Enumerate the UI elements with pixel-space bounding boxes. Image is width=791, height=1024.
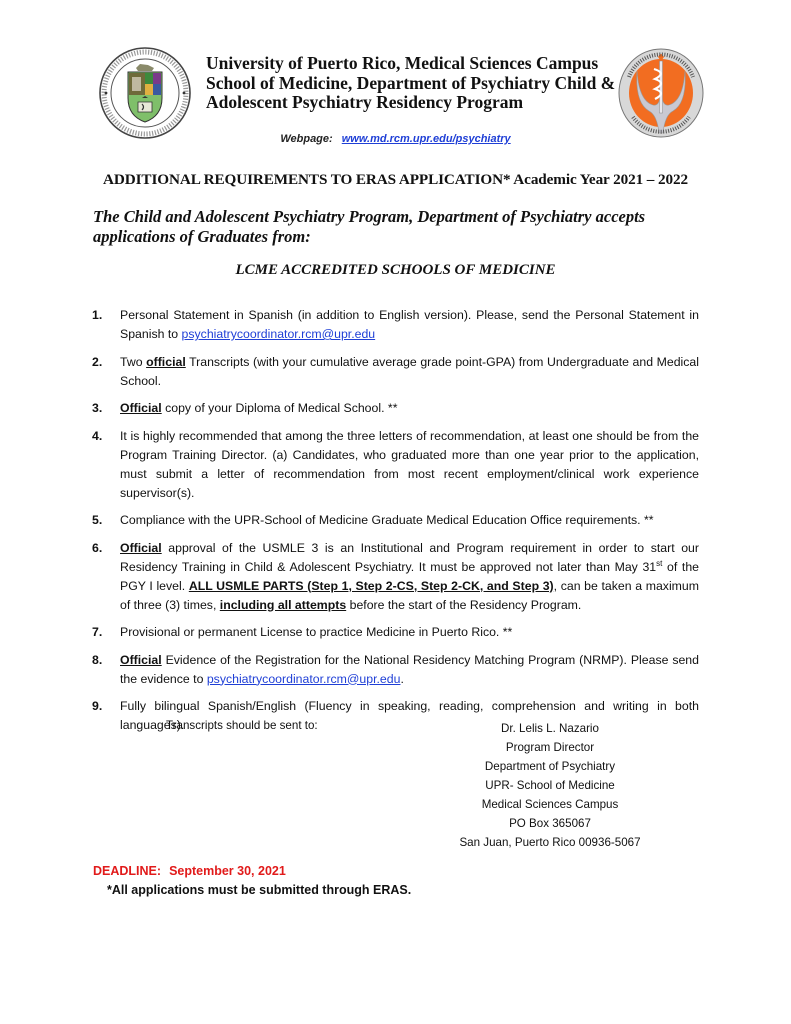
item-text: Provisional or permanent License to practice Medicine in Puerto Rico. ** <box>120 625 513 639</box>
address-line: Dr. Lelis L. Nazario <box>501 722 599 735</box>
address-line: PO Box 365067 <box>509 817 591 830</box>
webpage-link[interactable]: www.md.rcm.upr.edu/psychiatry <box>341 133 511 145</box>
item-number: 4. <box>92 428 103 443</box>
address-line: UPR- School of Medicine <box>485 779 615 792</box>
requirement-item <box>92 353 699 391</box>
accreditation-subheading: LCME ACCREDITED SCHOOLS OF MEDICINE <box>235 262 556 278</box>
psychiatry-department-seal-icon <box>617 47 705 139</box>
address-line: Department of Psychiatry <box>484 760 616 773</box>
address-line: Program Director <box>505 741 595 754</box>
requirement-item <box>92 306 699 344</box>
item-text-part: Two <box>120 354 147 369</box>
item-text-part: Transcripts (with your cumulative average grade point-GPA) from Undergraduate and Medical School. <box>120 354 699 388</box>
item-text-part: . <box>400 671 404 686</box>
emphasis-official: Official <box>120 652 162 667</box>
ordinal-suffix: st <box>656 558 663 568</box>
university-seal-icon <box>98 46 192 140</box>
requirements-list <box>92 306 699 744</box>
item-number: 9. <box>92 699 103 713</box>
address-line: Medical Sciences Campus <box>481 798 619 811</box>
item-text <box>120 399 699 418</box>
item-number: 3. <box>92 401 103 415</box>
header-line: Adolescent Psychiatry Residency Program <box>206 92 524 112</box>
requirement-item <box>92 651 699 689</box>
item-number: 2. <box>92 354 103 369</box>
webpage-label: Webpage: <box>280 133 333 145</box>
item-text <box>120 651 699 689</box>
webpage-line <box>0 133 791 145</box>
item-number: 1. <box>92 308 103 322</box>
item-text <box>120 353 699 391</box>
main-heading: ADDITIONAL REQUIREMENTS TO ERAS APPLICATION* Academic Year 2021 – 2022 <box>103 171 688 188</box>
requirement-item <box>92 511 699 530</box>
emphasis-official: official <box>146 354 186 369</box>
requirement-item <box>92 399 699 418</box>
intro-paragraph: The Child and Adolescent Psychiatry Program, Department of Psychiatry accepts applications of Graduates from: <box>93 207 646 246</box>
deadline-label: DEADLINE: <box>93 864 162 878</box>
item-text: Fully bilingual Spanish/English (Fluency in speaking, reading, comprehension and writing in both languages). <box>120 699 699 732</box>
emphasis-official: Official <box>120 540 162 555</box>
deadline <box>93 864 286 878</box>
item-number: 5. <box>92 513 103 527</box>
item-number: 7. <box>92 625 103 639</box>
institution-header <box>206 53 616 113</box>
item-text-part: of the PGY I level. <box>120 559 699 593</box>
psychiatry-department-seal-logo <box>617 47 705 139</box>
header-line: University of Puerto Rico, Medical Sciences Campus <box>206 53 599 73</box>
emphasis-all-attempts: including all attempts <box>219 597 347 612</box>
requirement-item <box>92 623 699 642</box>
item-text <box>120 306 699 344</box>
item-number: 8. <box>92 652 103 667</box>
item-text-part: copy of your Diploma of Medical School. ** <box>161 401 398 415</box>
transcripts-label: Transcripts should be sent to: <box>166 719 318 732</box>
item-text <box>120 539 699 615</box>
requirement-item <box>92 427 699 503</box>
header-line: School of Medicine, Department of Psychiatry Child & <box>206 72 616 93</box>
item-text-part: approval of the USMLE 3 is an Institutional and Program requirement in order to start our Residency Training in Child & Adolescent Psychiatry. It must be approved not later than May 31 <box>120 540 699 574</box>
item-number: 6. <box>92 540 103 555</box>
item-text-part: Evidence of the Registration for the National Residency Matching Program (NRMP). Please send the evidence to <box>120 652 699 686</box>
mailing-address <box>440 719 660 852</box>
item-text-part: Personal Statement in Spanish (in addition to English version). Please, send the Personal Statement in Spanish to <box>120 308 699 341</box>
address-line: San Juan, Puerto Rico 00936-5067 <box>459 836 641 849</box>
coordinator-email-link[interactable]: psychiatrycoordinator.rcm@upr.edu <box>206 671 401 686</box>
coordinator-email-link[interactable]: psychiatrycoordinator.rcm@upr.edu <box>181 327 376 341</box>
requirement-item <box>92 539 699 615</box>
item-text: It is highly recommended that among the three letters of recommendation, at least one should be from the Program Training Director. (a) Candidates, who graduated more than one year prior to the application, must submit a letter of recommendation from most recent employment/clinical work experience supervisor(s). <box>120 428 699 500</box>
eras-note: *All applications must be submitted through ERAS. <box>107 883 412 897</box>
item-text-part: , can be taken a maximum of three (3) times, <box>120 578 700 612</box>
emphasis-usmle-parts: ALL USMLE PARTS (Step 1, Step 2-CS, Step 2-CK, and Step 3) <box>188 578 554 593</box>
item-text-part: before the start of the Residency Program. <box>346 597 582 612</box>
deadline-date: September 30, 2021 <box>169 864 286 878</box>
university-seal-logo <box>98 46 192 140</box>
emphasis-official: Official <box>120 401 162 415</box>
item-text: Compliance with the UPR-School of Medicine Graduate Medical Education Office requirements. ** <box>120 513 654 527</box>
